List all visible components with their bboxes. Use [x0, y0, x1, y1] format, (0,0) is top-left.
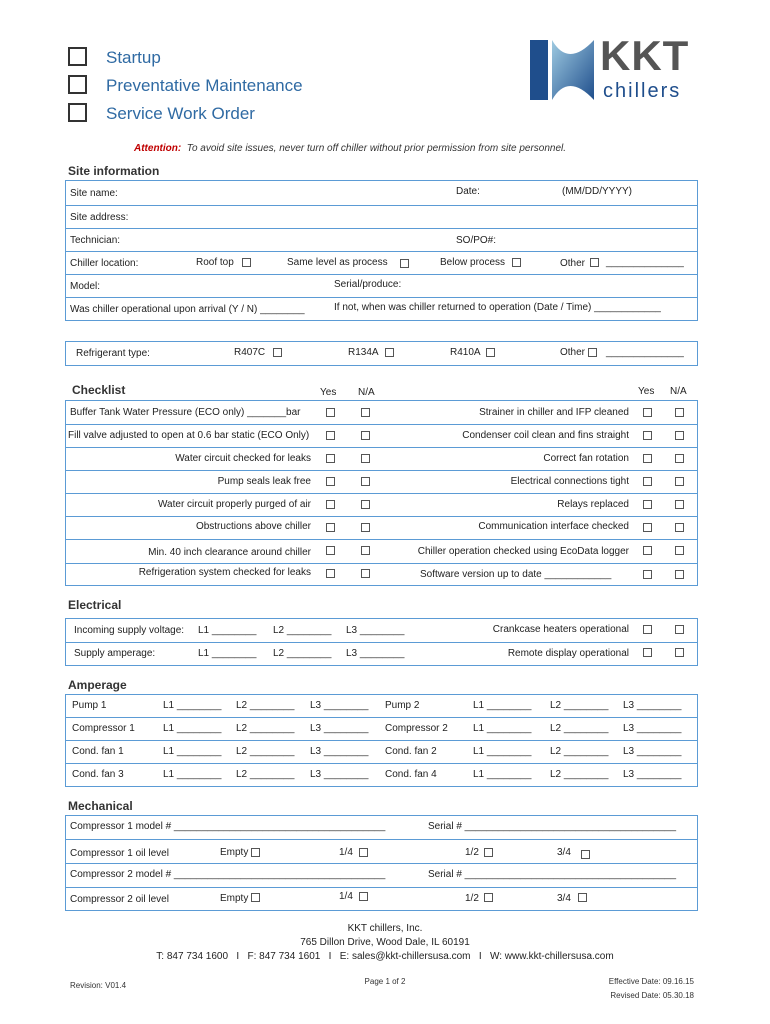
- checklist-yes-checkbox[interactable]: [326, 431, 335, 440]
- checklist-na-checkbox[interactable]: [361, 454, 370, 463]
- checklist-na-checkbox[interactable]: [675, 523, 684, 532]
- amperage-l3-field[interactable]: L3 ________: [623, 723, 682, 734]
- checklist-na-checkbox[interactable]: [675, 477, 684, 486]
- returned-to-operation-field[interactable]: If not, when was chiller returned to operation (Date / Time) ____________: [334, 302, 661, 313]
- revision-label: Revision: V01.4: [70, 981, 127, 990]
- checklist-yes-checkbox[interactable]: [643, 570, 652, 579]
- refrigerant-other-checkbox[interactable]: [588, 348, 597, 357]
- amperage-l3-field[interactable]: L3 ________: [310, 700, 369, 711]
- r410a-checkbox[interactable]: [486, 348, 495, 357]
- oil-three-quarter-label: 3/4: [557, 847, 571, 858]
- compressor1-oil-level-label: Compressor 1 oil level: [70, 848, 169, 859]
- checklist-item: Refrigeration system checked for leaks: [138, 567, 311, 578]
- checklist-item: Condenser coil clean and fins straight: [462, 430, 629, 441]
- amperage-l2-field[interactable]: L2 ________: [550, 746, 609, 757]
- checklist-yes-checkbox[interactable]: [326, 454, 335, 463]
- footer-address: 765 Dillon Drive, Wood Dale, IL 60191: [300, 937, 470, 948]
- amperage-l1-field[interactable]: L1 ________: [198, 648, 257, 659]
- voltage-l2-field[interactable]: L2 ________: [273, 625, 332, 636]
- checklist-yes-checkbox[interactable]: [326, 546, 335, 555]
- same-level-checkbox[interactable]: [400, 259, 409, 268]
- checklist-item: Obstructions above chiller: [195, 521, 311, 532]
- kkt-logo: [528, 32, 713, 104]
- checklist-na-checkbox[interactable]: [675, 431, 684, 440]
- preventative-maintenance-checkbox[interactable]: [68, 75, 87, 94]
- amperage-row-label: Pump 2: [385, 700, 420, 711]
- amperage-row-label: Pump 1: [72, 700, 107, 711]
- amperage-row-label: Cond. fan 2: [385, 746, 437, 757]
- r134a-label: R134A: [348, 347, 379, 358]
- checklist-item: Electrical connections tight: [510, 476, 629, 487]
- attention-label: Attention:: [134, 143, 182, 154]
- r407c-checkbox[interactable]: [273, 348, 282, 357]
- amperage-l2-field[interactable]: L2 ________: [273, 648, 332, 659]
- oil-three-quarter-checkbox[interactable]: [581, 850, 590, 859]
- oil-three-quarter-checkbox[interactable]: [578, 893, 587, 902]
- operational-on-arrival-field[interactable]: Was chiller operational upon arrival (Y / N) ________: [70, 304, 305, 315]
- oil-quarter-label: 1/4: [339, 891, 353, 902]
- amperage-l2-field[interactable]: L2 ________: [550, 700, 609, 711]
- supply-amperage-label: Supply amperage:: [74, 648, 156, 659]
- amperage-l1-field[interactable]: L1 ________: [473, 769, 532, 780]
- amperage-l2-field[interactable]: L2 ________: [550, 769, 609, 780]
- amperage-l1-field[interactable]: L1 ________: [163, 746, 222, 757]
- checklist-item: Correct fan rotation: [543, 453, 629, 464]
- amperage-row-label: Compressor 2: [385, 723, 448, 734]
- amperage-l1-field[interactable]: L1 ________: [163, 723, 222, 734]
- page-number: Page 1 of 2: [364, 977, 406, 986]
- location-other-field[interactable]: ______________: [606, 257, 684, 268]
- crankcase-heaters-label: Crankcase heaters operational: [492, 624, 629, 635]
- amperage-l1-field[interactable]: L1 ________: [163, 700, 222, 711]
- date-field[interactable]: Date:: [456, 186, 480, 197]
- amperage-l2-field[interactable]: L2 ________: [236, 723, 295, 734]
- so-po-field[interactable]: SO/PO#:: [456, 235, 497, 246]
- attention-text: To avoid site issues, never turn off chiller without prior permission from site personnel.: [186, 143, 567, 154]
- refrigerant-type-label: Refrigerant type:: [76, 348, 150, 359]
- checklist-item: Buffer Tank Water Pressure (ECO only) _______bar: [70, 407, 301, 418]
- revised-date: Revised Date: 05.30.18: [610, 991, 694, 1000]
- service-work-order-label: Service Work Order: [106, 104, 255, 123]
- checklist-item: Water circuit checked for leaks: [175, 453, 311, 464]
- startup-label: Startup: [106, 48, 161, 67]
- mechanical-heading: Mechanical: [68, 799, 133, 813]
- checklist-item: Communication interface checked: [478, 521, 629, 532]
- checklist-item: Water circuit properly purged of air: [157, 499, 311, 510]
- oil-empty-checkbox[interactable]: [251, 848, 260, 857]
- r134a-checkbox[interactable]: [385, 348, 394, 357]
- checklist-right-na-header: N/A: [670, 386, 687, 397]
- oil-half-label: 1/2: [465, 893, 479, 904]
- checklist-item: Min. 40 inch clearance around chiller: [148, 547, 311, 558]
- same-level-label: Same level as process: [287, 257, 388, 268]
- amperage-l3-field[interactable]: L3 ________: [310, 723, 369, 734]
- checklist-left-yes-header: Yes: [320, 387, 337, 398]
- amperage-l1-field[interactable]: L1 ________: [473, 746, 532, 757]
- checklist-na-checkbox[interactable]: [361, 408, 370, 417]
- oil-half-label: 1/2: [465, 847, 479, 858]
- incoming-supply-voltage-label: Incoming supply voltage:: [74, 625, 185, 636]
- amperage-l3-field[interactable]: L3 ________: [623, 746, 682, 757]
- below-process-checkbox[interactable]: [512, 258, 521, 267]
- compressor1-serial-field[interactable]: Serial # ______________________________________: [428, 821, 677, 832]
- oil-half-checkbox[interactable]: [484, 848, 493, 857]
- compressor2-serial-field[interactable]: Serial # ______________________________________: [428, 869, 677, 880]
- effective-date: Effective Date: 09.16.15: [608, 977, 694, 986]
- checklist-yes-checkbox[interactable]: [643, 546, 652, 555]
- amperage-l3-field[interactable]: L3 ________: [310, 769, 369, 780]
- checklist-right-yes-header: Yes: [638, 386, 655, 397]
- checklist-na-checkbox[interactable]: [675, 546, 684, 555]
- checklist-item: Fill valve adjusted to open at 0.6 bar static (ECO Only): [68, 430, 310, 441]
- amperage-heading: Amperage: [68, 678, 127, 692]
- compressor1-model-field[interactable]: Compressor 1 model # ______________________________________: [70, 821, 386, 832]
- checklist-yes-checkbox[interactable]: [326, 523, 335, 532]
- amperage-l3-field[interactable]: L3 ________: [623, 769, 682, 780]
- checklist-na-checkbox[interactable]: [675, 500, 684, 509]
- amperage-row-label: Cond. fan 4: [385, 769, 437, 780]
- service-work-order-checkbox[interactable]: [68, 103, 87, 122]
- checklist-na-checkbox[interactable]: [361, 546, 370, 555]
- checklist-na-checkbox[interactable]: [675, 454, 684, 463]
- checklist-na-checkbox[interactable]: [361, 500, 370, 509]
- checklist-na-checkbox[interactable]: [361, 477, 370, 486]
- checklist-yes-checkbox[interactable]: [326, 408, 335, 417]
- amperage-l3-field[interactable]: L3 ________: [310, 746, 369, 757]
- checklist-left-na-header: N/A: [358, 387, 375, 398]
- logo-text-kkt: KKT: [600, 32, 690, 79]
- checklist-yes-checkbox[interactable]: [326, 500, 335, 509]
- site-information-heading: Site information: [68, 164, 160, 178]
- crankcase-na-checkbox[interactable]: [675, 625, 684, 634]
- checklist-na-checkbox[interactable]: [361, 523, 370, 532]
- amperage-l2-field[interactable]: L2 ________: [236, 769, 295, 780]
- checklist-yes-checkbox[interactable]: [643, 408, 652, 417]
- location-other-checkbox[interactable]: [590, 258, 599, 267]
- amperage-l2-field[interactable]: L2 ________: [550, 723, 609, 734]
- oil-empty-checkbox[interactable]: [251, 893, 260, 902]
- checklist-item: Relays replaced: [557, 499, 629, 510]
- voltage-l1-field[interactable]: L1 ________: [198, 625, 257, 636]
- footer-company: KKT chillers, Inc.: [347, 923, 423, 934]
- checklist-yes-checkbox[interactable]: [643, 523, 652, 532]
- serial-produce-field[interactable]: Serial/produce:: [334, 279, 402, 290]
- preventative-maintenance-label: Preventative Maintenance: [106, 76, 303, 95]
- amperage-row-label: Cond. fan 1: [72, 746, 124, 757]
- checklist-na-checkbox[interactable]: [675, 408, 684, 417]
- compressor2-oil-level-label: Compressor 2 oil level: [70, 894, 169, 905]
- oil-empty-label: Empty: [220, 847, 249, 858]
- footer-contact: T: 847 734 1600 I F: 847 734 1601 I E: sales@kkt-chillersusa.com I W: www.kkt-chillersusa.com: [156, 951, 614, 962]
- amperage-l1-field[interactable]: L1 ________: [163, 769, 222, 780]
- remote-display-label: Remote display operational: [507, 648, 629, 659]
- voltage-l3-field[interactable]: L3 ________: [346, 625, 405, 636]
- checklist-item: Pump seals leak free: [217, 476, 311, 487]
- below-process-label: Below process: [440, 257, 506, 268]
- amperage-l3-field[interactable]: L3 ________: [346, 648, 405, 659]
- logo-text-chillers: chillers: [603, 80, 682, 102]
- checklist-na-checkbox[interactable]: [361, 431, 370, 440]
- startup-checkbox[interactable]: [68, 47, 87, 66]
- oil-quarter-checkbox[interactable]: [359, 848, 368, 857]
- oil-empty-label: Empty: [220, 893, 249, 904]
- amperage-l3-field[interactable]: L3 ________: [623, 700, 682, 711]
- oil-half-checkbox[interactable]: [484, 893, 493, 902]
- amperage-row-label: Cond. fan 3: [72, 769, 124, 780]
- r407c-label: R407C: [234, 347, 266, 358]
- attention-note: [134, 143, 566, 154]
- checklist-yes-checkbox[interactable]: [643, 431, 652, 440]
- refrigerant-box: [65, 341, 698, 366]
- amperage-l1-field[interactable]: L1 ________: [473, 700, 532, 711]
- checklist-yes-checkbox[interactable]: [643, 477, 652, 486]
- logo-mark-icon: [528, 38, 598, 104]
- r410a-label: R410A: [450, 347, 481, 358]
- amperage-l2-field[interactable]: L2 ________: [236, 700, 295, 711]
- checklist-item: Software version up to date ____________: [420, 569, 612, 580]
- amperage-l1-field[interactable]: L1 ________: [473, 723, 532, 734]
- refrigerant-other-label: Other: [560, 347, 586, 358]
- date-format-hint: (MM/DD/YYYY): [562, 186, 632, 197]
- roof-top-checkbox[interactable]: [242, 258, 251, 267]
- refrigerant-other-field[interactable]: ______________: [606, 347, 684, 358]
- checklist-yes-checkbox[interactable]: [326, 477, 335, 486]
- compressor2-model-field[interactable]: Compressor 2 model # ______________________________________: [70, 869, 386, 880]
- checklist-heading: Checklist: [72, 383, 126, 397]
- model-field[interactable]: Model:: [70, 281, 101, 292]
- crankcase-yes-checkbox[interactable]: [643, 625, 652, 634]
- checklist-item: Strainer in chiller and IFP cleaned: [479, 407, 629, 418]
- oil-three-quarter-label: 3/4: [557, 893, 571, 904]
- oil-quarter-label: 1/4: [339, 847, 353, 858]
- amperage-row-label: Compressor 1: [72, 723, 135, 734]
- site-name-field[interactable]: Site name:: [70, 188, 118, 199]
- chiller-location-label: Chiller location:: [70, 258, 139, 269]
- checklist-yes-checkbox[interactable]: [326, 569, 335, 578]
- remote-display-yes-checkbox[interactable]: [643, 648, 652, 657]
- site-address-field[interactable]: Site address:: [70, 212, 129, 223]
- roof-top-label: Roof top: [196, 257, 234, 268]
- oil-quarter-checkbox[interactable]: [359, 892, 368, 901]
- checklist-item: Chiller operation checked using EcoData logger: [417, 546, 629, 557]
- checklist-na-checkbox[interactable]: [361, 569, 370, 578]
- remote-display-na-checkbox[interactable]: [675, 648, 684, 657]
- amperage-l2-field[interactable]: L2 ________: [236, 746, 295, 757]
- checklist-yes-checkbox[interactable]: [643, 454, 652, 463]
- checklist-na-checkbox[interactable]: [675, 570, 684, 579]
- checklist-yes-checkbox[interactable]: [643, 500, 652, 509]
- technician-field[interactable]: Technician:: [70, 235, 121, 246]
- electrical-heading: Electrical: [68, 598, 122, 612]
- location-other-label: Other: [560, 258, 586, 269]
